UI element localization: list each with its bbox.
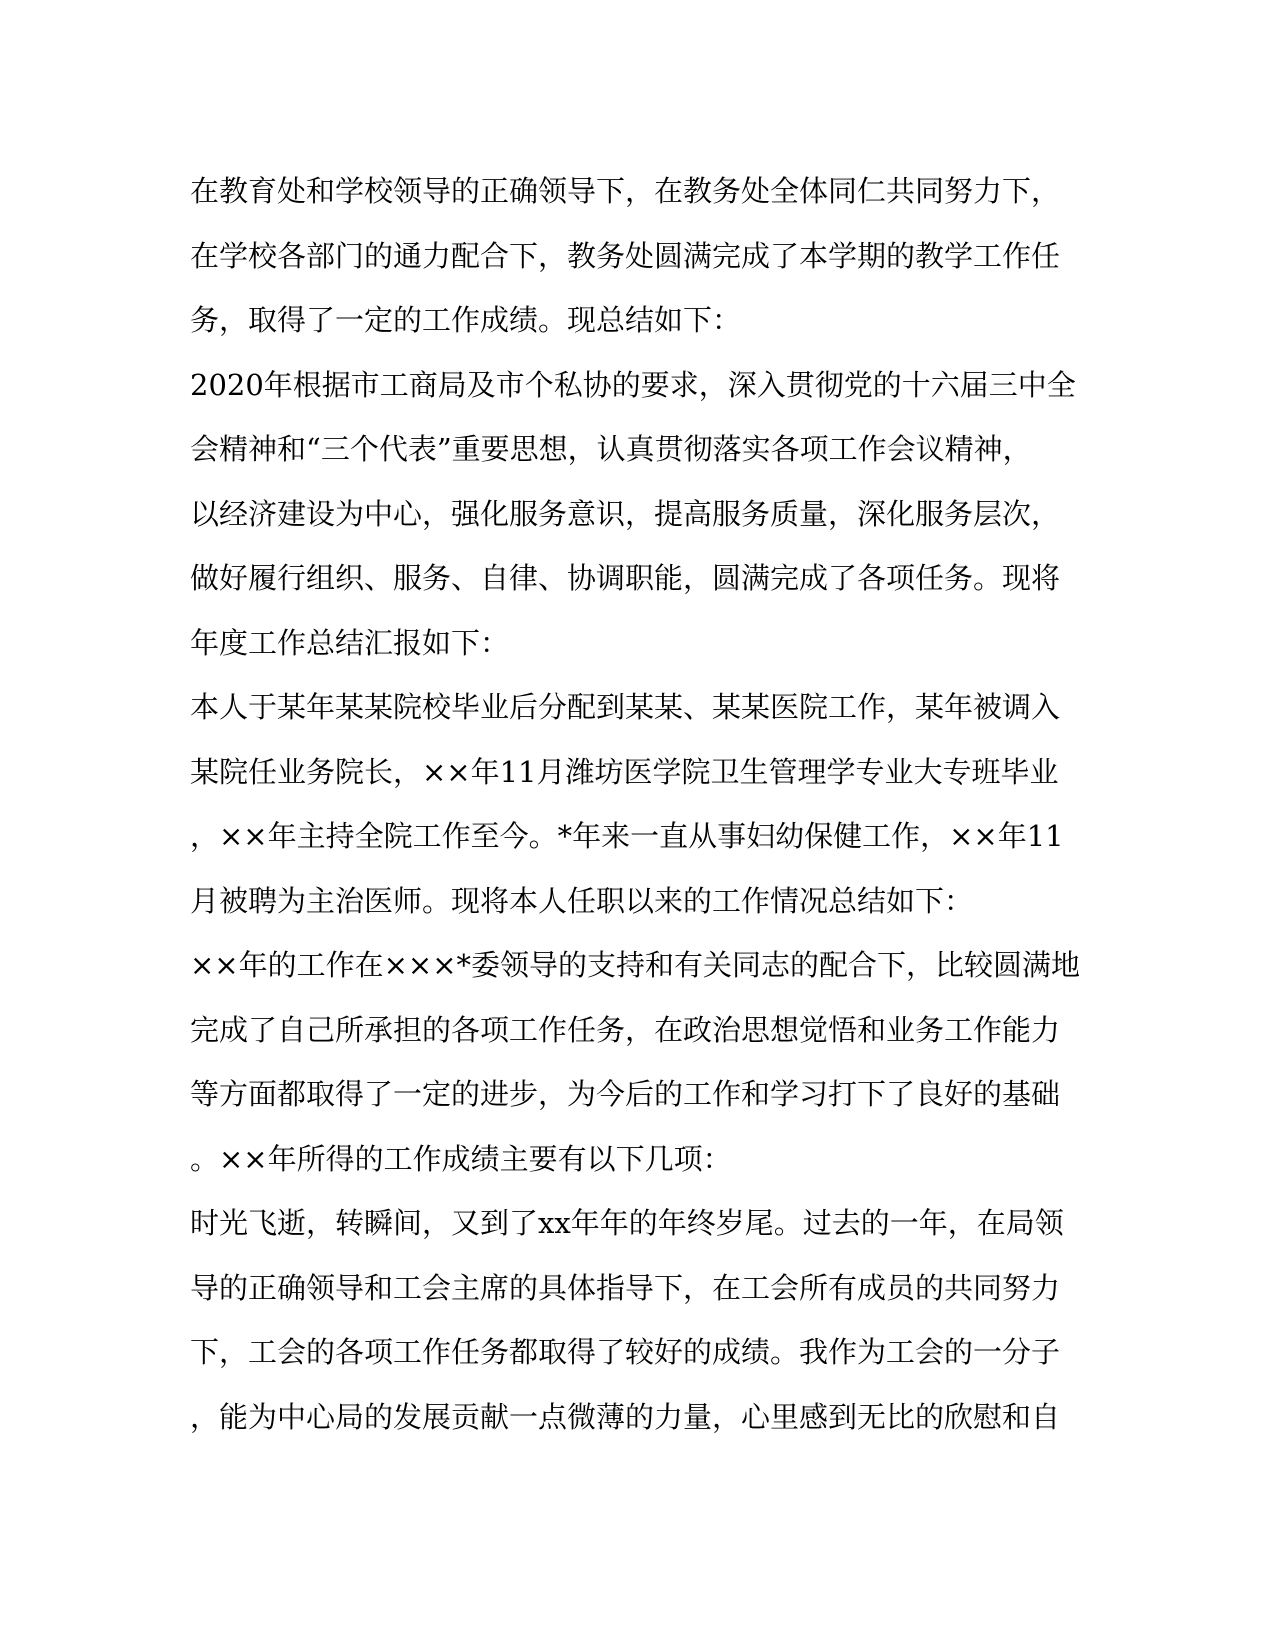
- text-line: 会精神和“三个代表”重要思想，认真贯彻落实各项工作会议精神，: [190, 432, 1032, 466]
- text-line: 时光飞逝，转瞬间，又到了xx年年的年终岁尾。过去的一年，在局领: [190, 1206, 1064, 1240]
- text-line: 在学校各部门的通力配合下，教务处圆满完成了本学期的教学工作任: [190, 238, 1061, 273]
- text-line: 某院任业务院长，××年11月潍坊医学院卫生管理学专业大专班毕业: [190, 754, 1059, 789]
- text-line: 2020年根据市工商局及市个私协的要求，深入贯彻党的十六届三中全: [190, 367, 1076, 402]
- text-line: ××年的工作在×××*委领导的支持和有关同志的配合下，比较圆满地: [190, 948, 1080, 982]
- text-line: 以经济建设为中心，强化服务意识，提高服务质量，深化服务层次，: [190, 496, 1061, 531]
- text-line: ，能为中心局的发展贡献一点微薄的力量，心里感到无比的欣慰和自: [190, 1399, 1061, 1434]
- text-line: 做好履行组织、服务、自律、协调职能，圆满完成了各项任务。现将: [190, 561, 1061, 595]
- text-line: 等方面都取得了一定的进步，为今后的工作和学习打下了良好的基础: [190, 1077, 1061, 1111]
- text-line: 月被聘为主治医师。现将本人任职以来的工作情况总结如下：: [190, 883, 974, 918]
- text-line: 在教育处和学校领导的正确领导下，在教务处全体同仁共同努力下，: [190, 174, 1061, 208]
- text-line: 年度工作总结汇报如下：: [190, 625, 510, 660]
- text-line: 导的正确领导和工会主席的具体指导下，在工会所有成员的共同努力: [190, 1270, 1061, 1305]
- text-line: 完成了自己所承担的各项工作任务，在政治思想觉悟和业务工作能力: [190, 1012, 1061, 1047]
- text-line: 下，工会的各项工作任务都取得了较好的成绩。我作为工会的一分子: [190, 1335, 1061, 1369]
- text-line: 。××年所得的工作成绩主要有以下几项：: [190, 1141, 732, 1176]
- text-line: 务，取得了一定的工作成绩。现总结如下：: [190, 303, 742, 337]
- text-line: 本人于某年某某院校毕业后分配到某某、某某医院工作，某年被调入: [190, 690, 1061, 724]
- text-line: ，××年主持全院工作至今。*年来一直从事妇幼保健工作，××年11: [190, 819, 1064, 853]
- document-body: [190, 159, 1090, 1449]
